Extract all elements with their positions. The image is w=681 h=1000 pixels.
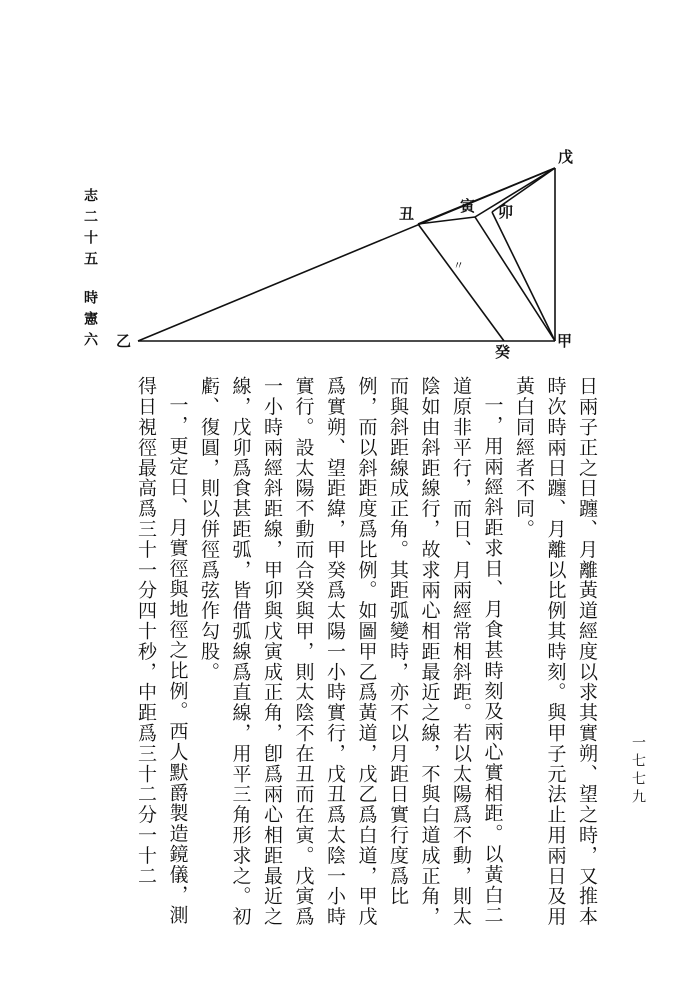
line-chou-wu [418, 168, 555, 224]
label-yin: 寅 [460, 197, 476, 215]
paragraph-two-longitude-oblique-distance: 一，用兩經斜距求日、月食甚時刻及兩心實相距。以黃白二道原非平行，而日、月兩經常相斜距。若以太陽爲不動，則太陰如由斜距線行，故求兩心相距最近之線，不與白道成正角，而與斜距線成正角。其距弧變時，亦不以月距日實行度爲比例，而以斜距度爲比例。如圖甲乙爲黃道，戊乙爲白道，甲戊爲實朔、望距緯，甲癸爲太陽一小時實行，戊丑爲太陰一小時實行。設太陽不動而合癸與甲，則太陰不在丑而在寅。戊寅爲一小時兩經斜距線，甲卯與戊寅成正角，卽爲兩心相距最近之線，戊卯爲食甚距弧，皆借弧線爲直線，用平三角形求之。初虧、復圓，則以併徑爲弦作勾股。 [198, 376, 504, 927]
label-wu: 戊 [558, 148, 574, 166]
line-yin-jia [475, 217, 555, 341]
body-text [100, 376, 602, 936]
line-wu-yin [475, 168, 555, 217]
label-yi: 乙 [116, 332, 132, 350]
running-head-section: 時憲六 [82, 290, 98, 353]
running-head-volume: 志二十五 [82, 188, 98, 272]
label-chou: 丑 [399, 205, 415, 223]
page-number: 一七七九 [630, 735, 646, 807]
label-gui: 癸 [495, 343, 511, 361]
geometry-diagram [0, 0, 681, 360]
paragraph-continuation: 日兩子正之日躔、月離黃道經度以求其實朔、望之時，又推本時次時兩日躔、月離以比例其時刻。與甲子元法止用兩日及用黃白同經者不同。 [513, 376, 598, 927]
label-jia: 甲 [557, 332, 573, 350]
line-jia-mao [492, 212, 555, 341]
label-mao: 卯 [498, 203, 514, 221]
paragraph-diameter-ratio: 一，更定日、月實徑與地徑之比例。西人默爵製造鏡儀，測得日視徑最高爲三十一分四十秒，中距爲三十二分一十二 [135, 376, 189, 926]
label-mark: 〃 [453, 259, 464, 272]
